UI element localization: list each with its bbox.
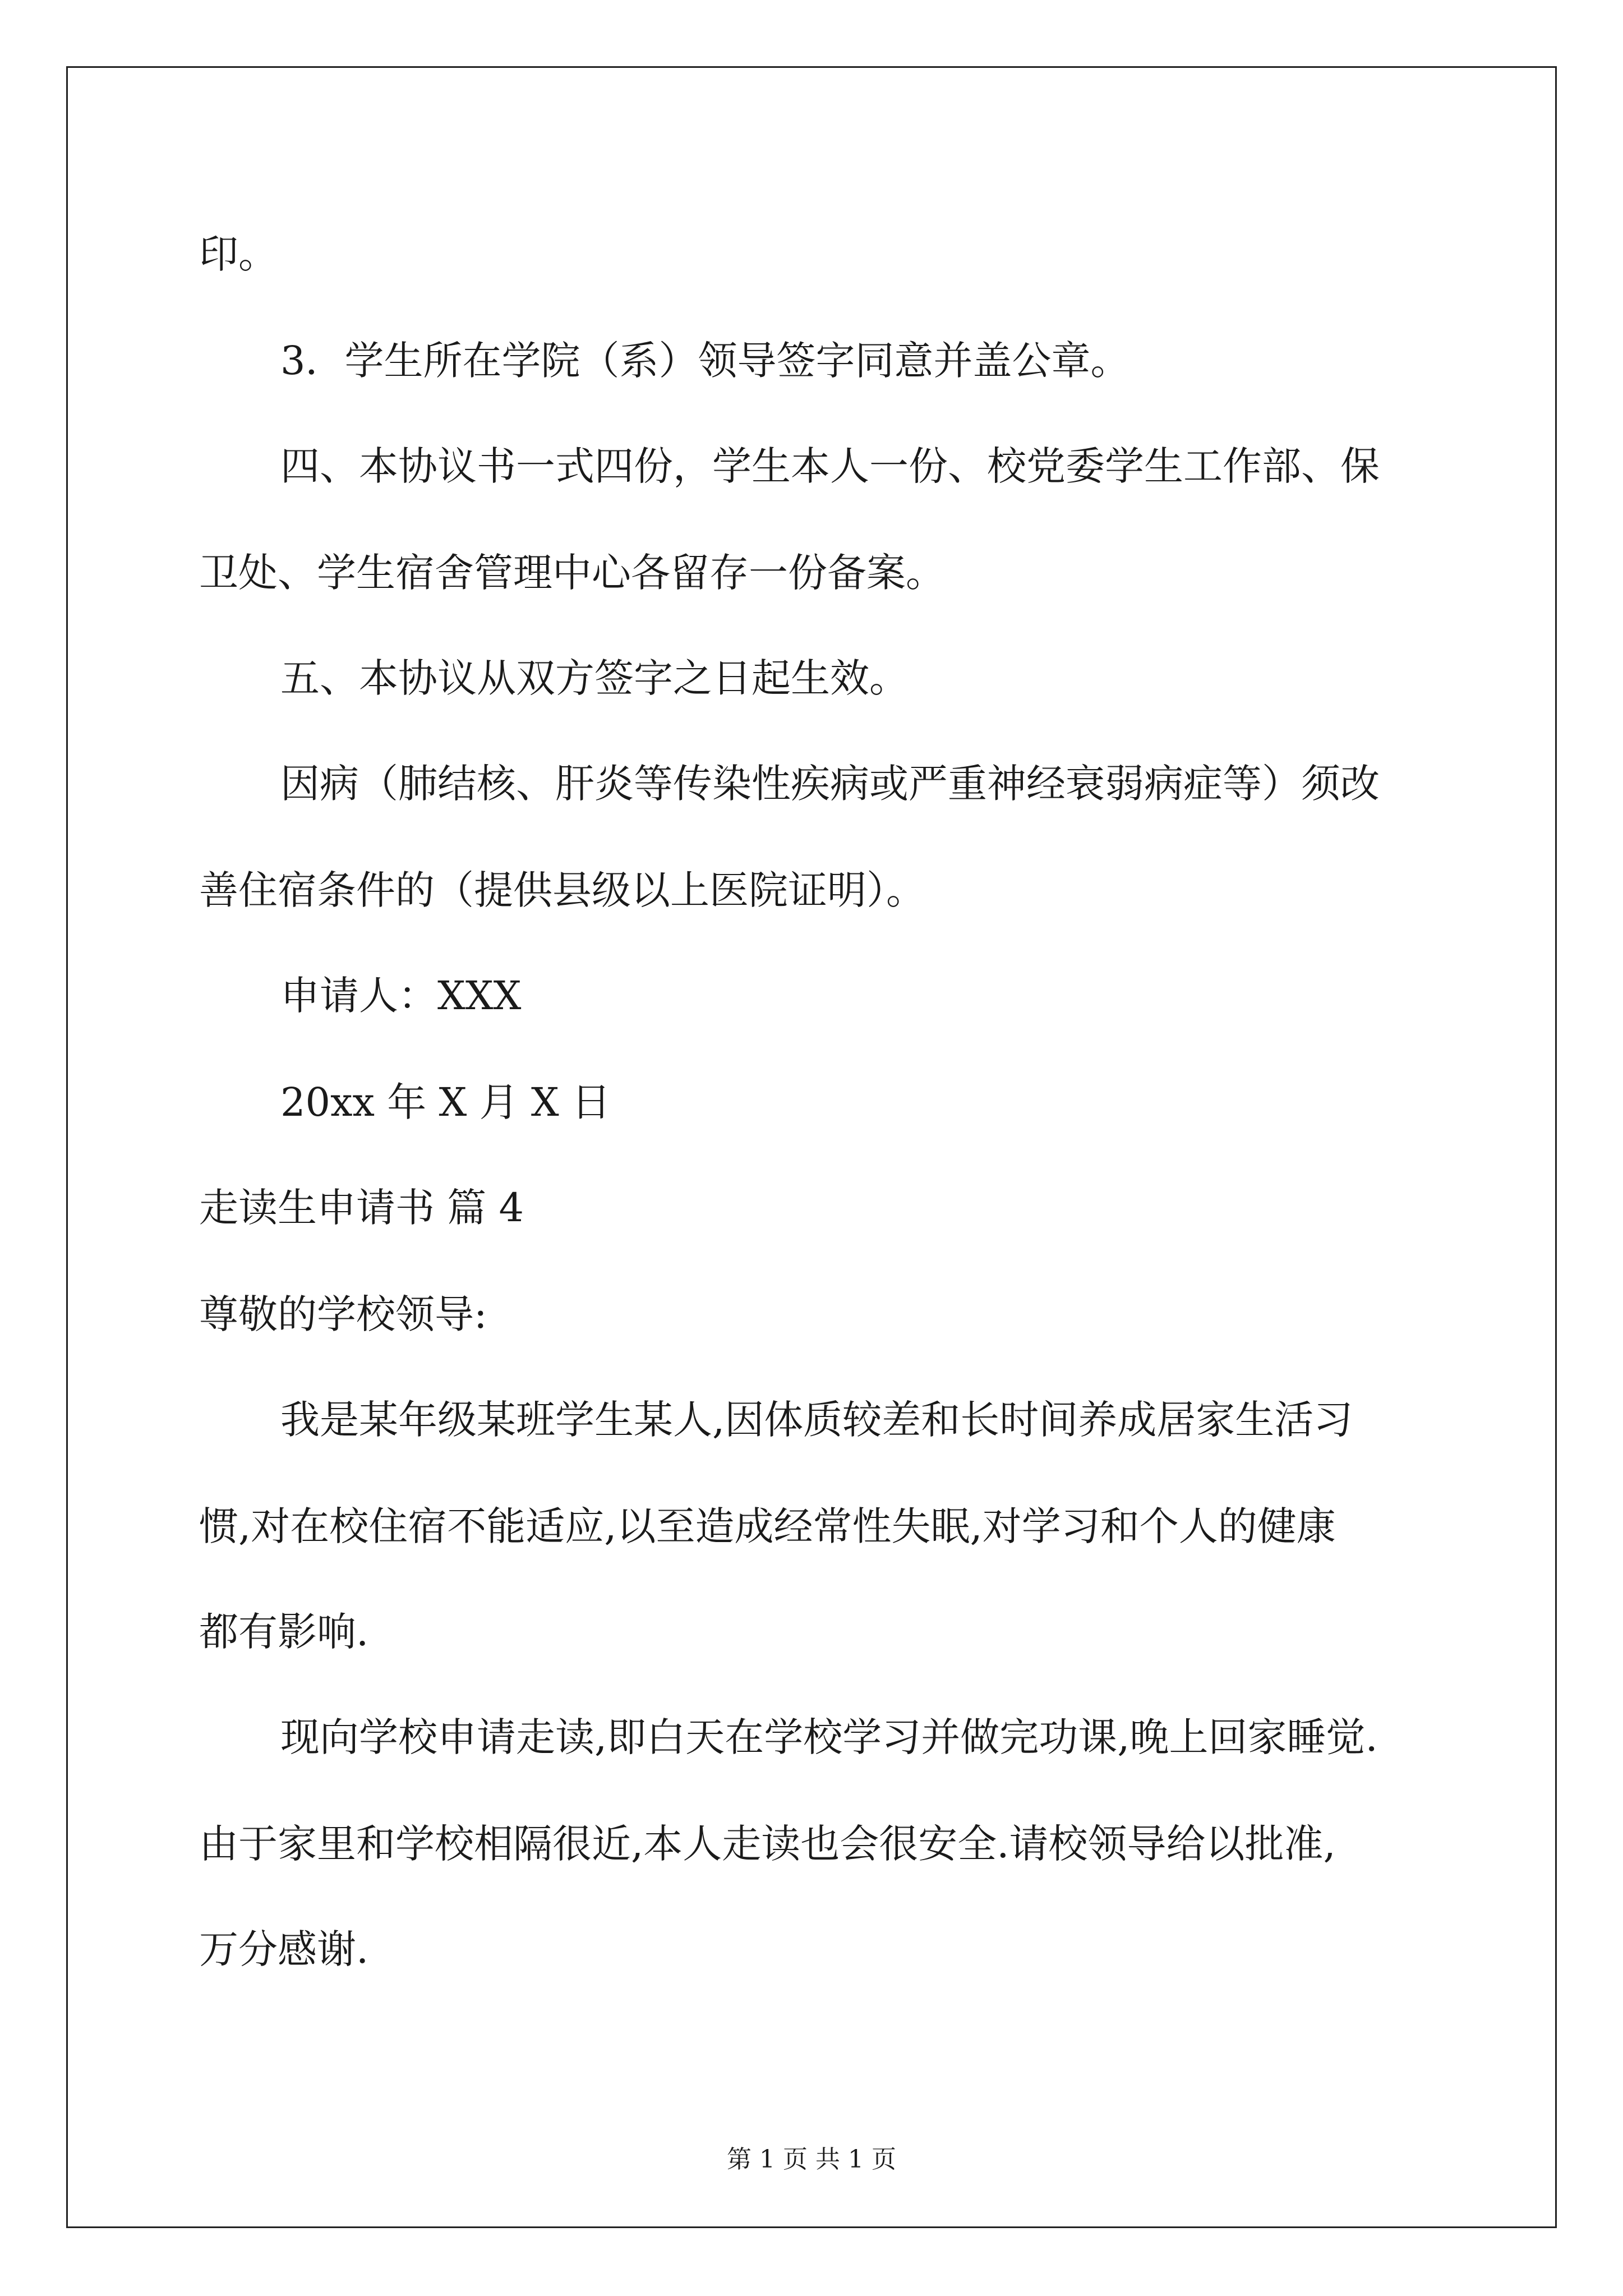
text-line-13: 惯,对在校住宿不能适应,以至造成经常性失眠,对学习和个人的健康 <box>199 1503 1336 1549</box>
text-line-1: 印。 <box>199 231 278 277</box>
section-heading: 走读生申请书 篇 4 <box>199 1185 524 1231</box>
text-line-5: 五、本协议从双方签字之日起生效。 <box>280 655 909 701</box>
salutation: 尊敬的学校领导: <box>199 1291 487 1337</box>
text-line-15: 现向学校申请走读,即白天在学校学习并做完功课,晚上回家睡觉. <box>280 1714 1378 1760</box>
text-line-6: 因病（肺结核、肝炎等传染性疾病或严重神经衰弱病症等）须改 <box>280 761 1380 807</box>
text-line-14: 都有影响. <box>199 1609 369 1655</box>
text-line-3: 四、本协议书一式四份，学生本人一份、校党委学生工作部、保 <box>280 443 1380 489</box>
applicant-line: 申请人：XXX <box>280 973 522 1019</box>
text-line-7: 善住宿条件的（提供县级以上医院证明）。 <box>199 867 925 913</box>
text-line-17: 万分感谢. <box>199 1926 369 1972</box>
page-footer: 第 1 页 共 1 页 <box>727 2145 896 2174</box>
page-border <box>66 66 1557 2228</box>
text-line-16: 由于家里和学校相隔很近,本人走读也会很安全.请校领导给以批准, <box>199 1821 1336 1867</box>
text-line-12: 我是某年级某班学生某人,因体质较差和长时间养成居家生活习 <box>280 1397 1353 1443</box>
date-line: 20xx 年 X 月 X 日 <box>280 1079 611 1125</box>
text-line-2: 3．学生所在学院（系）领导签字同意并盖公章。 <box>280 338 1130 384</box>
text-line-4: 卫处、学生宿舍管理中心各留存一份备案。 <box>199 550 945 596</box>
